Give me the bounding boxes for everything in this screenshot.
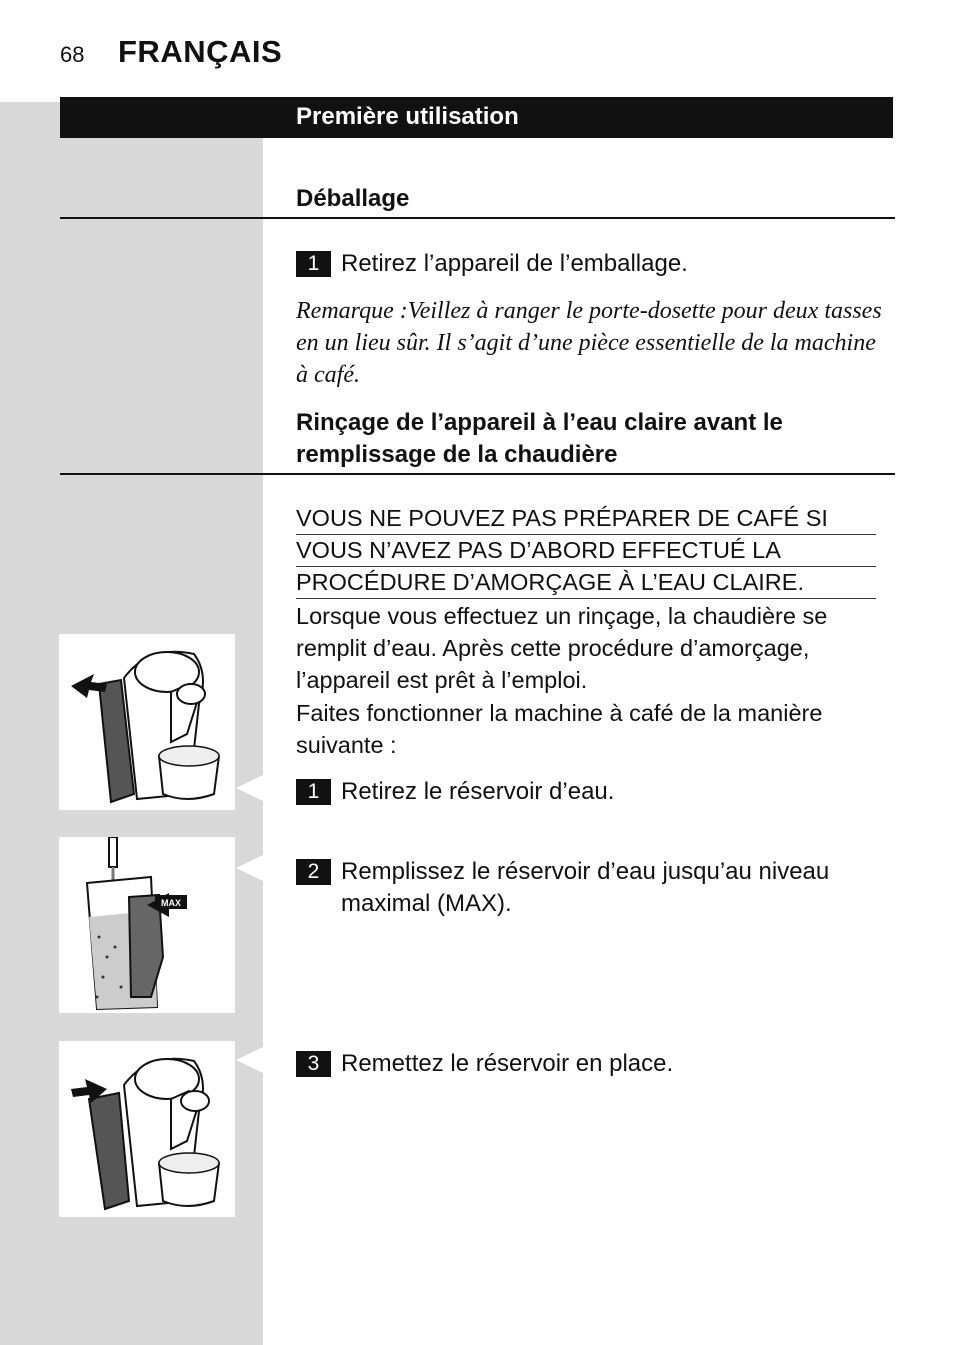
step-number: 1 [296, 251, 331, 277]
page-number: 68 [60, 42, 85, 67]
coffee-machine-remove-tank-image [59, 634, 235, 810]
step-number: 3 [296, 1051, 331, 1077]
section-title: Première utilisation [296, 103, 519, 130]
coffee-machine-replace-tank-image [59, 1041, 235, 1217]
illustration-replace-tank [59, 1041, 235, 1217]
warning-line: VOUS NE POUVEZ PAS PRÉPARER DE CAFÉ SI [296, 503, 876, 535]
warning-line: PROCÉDURE D’AMORÇAGE À L’EAU CLAIRE. [296, 567, 876, 599]
illustration-remove-tank [59, 634, 235, 810]
heading-rule [60, 473, 895, 475]
rinsing-paragraph-2: Faites fonctionner la machine à café de la manière suivante : [296, 700, 823, 758]
rinsing-step-2 [296, 856, 881, 920]
unpacking-note: Remarque :Veillez à ranger le porte-dosette pour deux tasses en un lieu sûr. Il s’agit d’une pièce essentielle de la machine à café. [296, 298, 882, 388]
step-text: Remplissez le réservoir d’eau jusqu’au niveau maximal (MAX). [341, 858, 830, 917]
step-number: 1 [296, 779, 331, 805]
rinsing-heading: Rinçage de l’appareil à l’eau claire avant le remplissage de la chaudière [296, 409, 783, 468]
max-label: MAX [161, 898, 181, 908]
heading-rule [60, 217, 895, 219]
warning-line: VOUS N’AVEZ PAS D’ABORD EFFECTUÉ LA [296, 535, 876, 567]
page-language-title: FRANÇAIS [118, 34, 283, 69]
illustration-pointer [236, 1047, 263, 1073]
illustration-pointer [236, 775, 263, 801]
step-number: 2 [296, 859, 331, 885]
step-text: Remettez le réservoir en place. [341, 1050, 674, 1077]
illustration-pointer [236, 855, 263, 881]
rinsing-step-1 [296, 776, 881, 808]
unpacking-heading: Déballage [296, 185, 410, 212]
step-text: Retirez l’appareil de l’emballage. [341, 250, 688, 277]
rinsing-paragraph-1: Lorsque vous effectuez un rinçage, la chaudière se remplit d’eau. Après cette procédure d’amorçage, l’appareil est prêt à l’emploi. [296, 603, 828, 693]
rinsing-step-3 [296, 1048, 881, 1080]
unpacking-step-1 [296, 248, 881, 280]
illustration-fill-tank [59, 837, 235, 1013]
warning-block [296, 503, 876, 599]
section-title-bar [60, 97, 893, 138]
water-tank-fill-image [59, 837, 235, 1013]
step-text: Retirez le réservoir d’eau. [341, 778, 615, 805]
